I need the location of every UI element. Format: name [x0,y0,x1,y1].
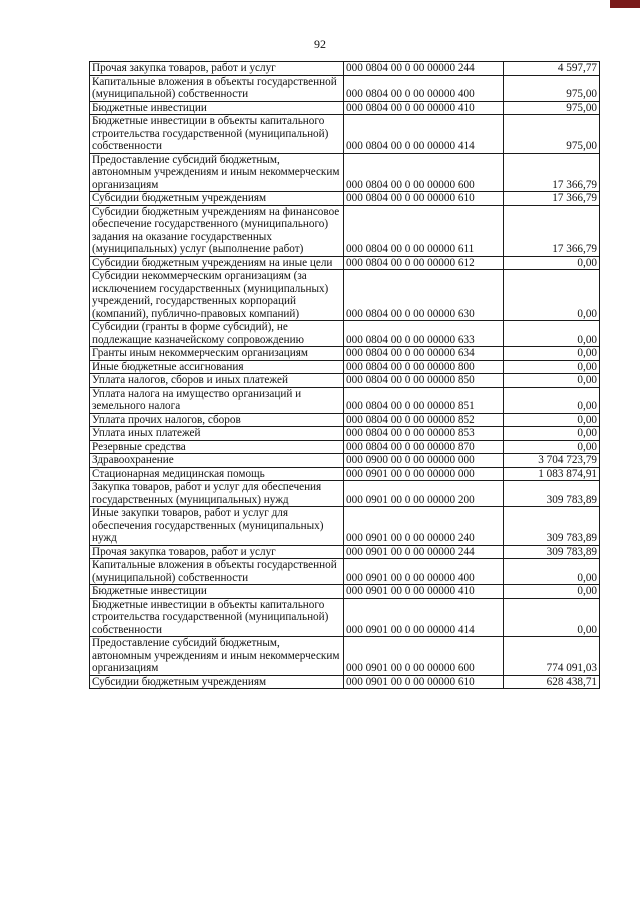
table-row [90,360,600,374]
row-amount-cell: 0,00 [504,559,600,585]
row-code-cell: 000 0804 00 0 00 00000 853 [344,427,504,441]
row-name-cell: Субсидии некоммерческим организациям (за исключением государственных (муниципальных) учреждений, государственных корпораций (компаний), публично-правовых компаний) [90,270,344,321]
row-name-cell: Бюджетные инвестиции в объекты капитального строительства государственной (муниципальной) собственности [90,598,344,637]
row-amount-cell: 628 438,71 [504,675,600,689]
row-amount-cell: 0,00 [504,427,600,441]
row-name-cell: Капитальные вложения в объекты государственной (муниципальной) собственности [90,75,344,101]
row-code-cell: 000 0804 00 0 00 00000 611 [344,205,504,256]
row-amount-cell: 4 597,77 [504,62,600,76]
budget-table-body [90,62,600,689]
row-amount-cell: 0,00 [504,360,600,374]
page-number: 92 [314,37,326,51]
table-row [90,115,600,154]
row-amount-cell: 309 783,89 [504,507,600,546]
table-row [90,387,600,413]
row-code-cell: 000 0900 00 0 00 00000 000 [344,454,504,468]
row-code-cell: 000 0901 00 0 00 00000 600 [344,637,504,676]
row-code-cell: 000 0901 00 0 00 00000 410 [344,585,504,599]
table-row [90,270,600,321]
row-amount-cell: 17 366,79 [504,192,600,206]
row-amount-cell: 0,00 [504,270,600,321]
row-code-cell: 000 0804 00 0 00 00000 610 [344,192,504,206]
row-name-cell: Уплата налога на имущество организаций и земельного налога [90,387,344,413]
row-code-cell: 000 0804 00 0 00 00000 850 [344,374,504,388]
corner-color-mark [610,0,640,8]
row-code-cell: 000 0901 00 0 00 00000 414 [344,598,504,637]
table-row [90,481,600,507]
row-amount-cell: 17 366,79 [504,205,600,256]
table-row [90,192,600,206]
row-name-cell: Резервные средства [90,440,344,454]
row-name-cell: Иные бюджетные ассигнования [90,360,344,374]
row-amount-cell: 0,00 [504,374,600,388]
row-code-cell: 000 0804 00 0 00 00000 244 [344,62,504,76]
row-code-cell: 000 0804 00 0 00 00000 600 [344,153,504,192]
table-row [90,427,600,441]
table-row [90,205,600,256]
row-code-cell: 000 0901 00 0 00 00000 610 [344,675,504,689]
row-code-cell: 000 0804 00 0 00 00000 612 [344,256,504,270]
row-code-cell: 000 0901 00 0 00 00000 000 [344,467,504,481]
row-name-cell: Бюджетные инвестиции в объекты капитального строительства государственной (муниципальной) собственности [90,115,344,154]
row-name-cell: Капитальные вложения в объекты государственной (муниципальной) собственности [90,559,344,585]
row-code-cell: 000 0804 00 0 00 00000 414 [344,115,504,154]
row-code-cell: 000 0804 00 0 00 00000 851 [344,387,504,413]
row-name-cell: Предоставление субсидий бюджетным, автономным учреждениям и иным некоммерческим организациям [90,637,344,676]
row-amount-cell: 0,00 [504,321,600,347]
row-amount-cell: 774 091,03 [504,637,600,676]
row-code-cell: 000 0804 00 0 00 00000 633 [344,321,504,347]
row-amount-cell: 309 783,89 [504,545,600,559]
row-name-cell: Субсидии бюджетным учреждениям [90,192,344,206]
row-code-cell: 000 0804 00 0 00 00000 800 [344,360,504,374]
row-code-cell: 000 0804 00 0 00 00000 410 [344,101,504,115]
row-code-cell: 000 0804 00 0 00 00000 634 [344,347,504,361]
row-name-cell: Закупка товаров, работ и услуг для обеспечения государственных (муниципальных) нужд [90,481,344,507]
table-row [90,256,600,270]
table-row [90,75,600,101]
row-amount-cell: 0,00 [504,585,600,599]
row-name-cell: Прочая закупка товаров, работ и услуг [90,62,344,76]
table-row [90,374,600,388]
table-row [90,413,600,427]
row-amount-cell: 3 704 723,79 [504,454,600,468]
row-name-cell: Уплата налогов, сборов и иных платежей [90,374,344,388]
row-name-cell: Уплата прочих налогов, сборов [90,413,344,427]
row-amount-cell: 0,00 [504,440,600,454]
row-code-cell: 000 0804 00 0 00 00000 400 [344,75,504,101]
row-name-cell: Гранты иным некоммерческим организациям [90,347,344,361]
row-name-cell: Здравоохранение [90,454,344,468]
row-name-cell: Субсидии бюджетным учреждениям [90,675,344,689]
table-row [90,585,600,599]
table-row [90,675,600,689]
row-name-cell: Субсидии (гранты в форме субсидий), не подлежащие казначейскому сопровождению [90,321,344,347]
table-row [90,545,600,559]
row-amount-cell: 975,00 [504,115,600,154]
table-row [90,153,600,192]
row-name-cell: Предоставление субсидий бюджетным, автономным учреждениям и иным некоммерческим организациям [90,153,344,192]
row-amount-cell: 0,00 [504,387,600,413]
row-amount-cell: 1 083 874,91 [504,467,600,481]
table-row [90,347,600,361]
row-name-cell: Бюджетные инвестиции [90,585,344,599]
row-amount-cell: 309 783,89 [504,481,600,507]
row-code-cell: 000 0901 00 0 00 00000 200 [344,481,504,507]
table-row [90,440,600,454]
row-amount-cell: 975,00 [504,75,600,101]
row-name-cell: Бюджетные инвестиции [90,101,344,115]
table-row [90,598,600,637]
row-amount-cell: 0,00 [504,413,600,427]
row-name-cell: Субсидии бюджетным учреждениям на иные цели [90,256,344,270]
table-row [90,62,600,76]
row-name-cell: Прочая закупка товаров, работ и услуг [90,545,344,559]
row-amount-cell: 0,00 [504,347,600,361]
row-name-cell: Субсидии бюджетным учреждениям на финансовое обеспечение государственного (муниципального) задания на оказание государственных (муниципальных) услуг (выполнение работ) [90,205,344,256]
row-amount-cell: 0,00 [504,598,600,637]
table-row [90,101,600,115]
row-amount-cell: 0,00 [504,256,600,270]
row-code-cell: 000 0804 00 0 00 00000 630 [344,270,504,321]
row-name-cell: Уплата иных платежей [90,427,344,441]
row-amount-cell: 17 366,79 [504,153,600,192]
table-row [90,467,600,481]
row-code-cell: 000 0901 00 0 00 00000 244 [344,545,504,559]
table-row [90,559,600,585]
row-name-cell: Иные закупки товаров, работ и услуг для обеспечения государственных (муниципальных) нужд [90,507,344,546]
table-row [90,454,600,468]
table-row [90,321,600,347]
row-code-cell: 000 0804 00 0 00 00000 852 [344,413,504,427]
row-code-cell: 000 0901 00 0 00 00000 240 [344,507,504,546]
row-code-cell: 000 0901 00 0 00 00000 400 [344,559,504,585]
budget-table [89,61,600,689]
table-row [90,507,600,546]
row-name-cell: Стационарная медицинская помощь [90,467,344,481]
row-code-cell: 000 0804 00 0 00 00000 870 [344,440,504,454]
table-row [90,637,600,676]
row-amount-cell: 975,00 [504,101,600,115]
